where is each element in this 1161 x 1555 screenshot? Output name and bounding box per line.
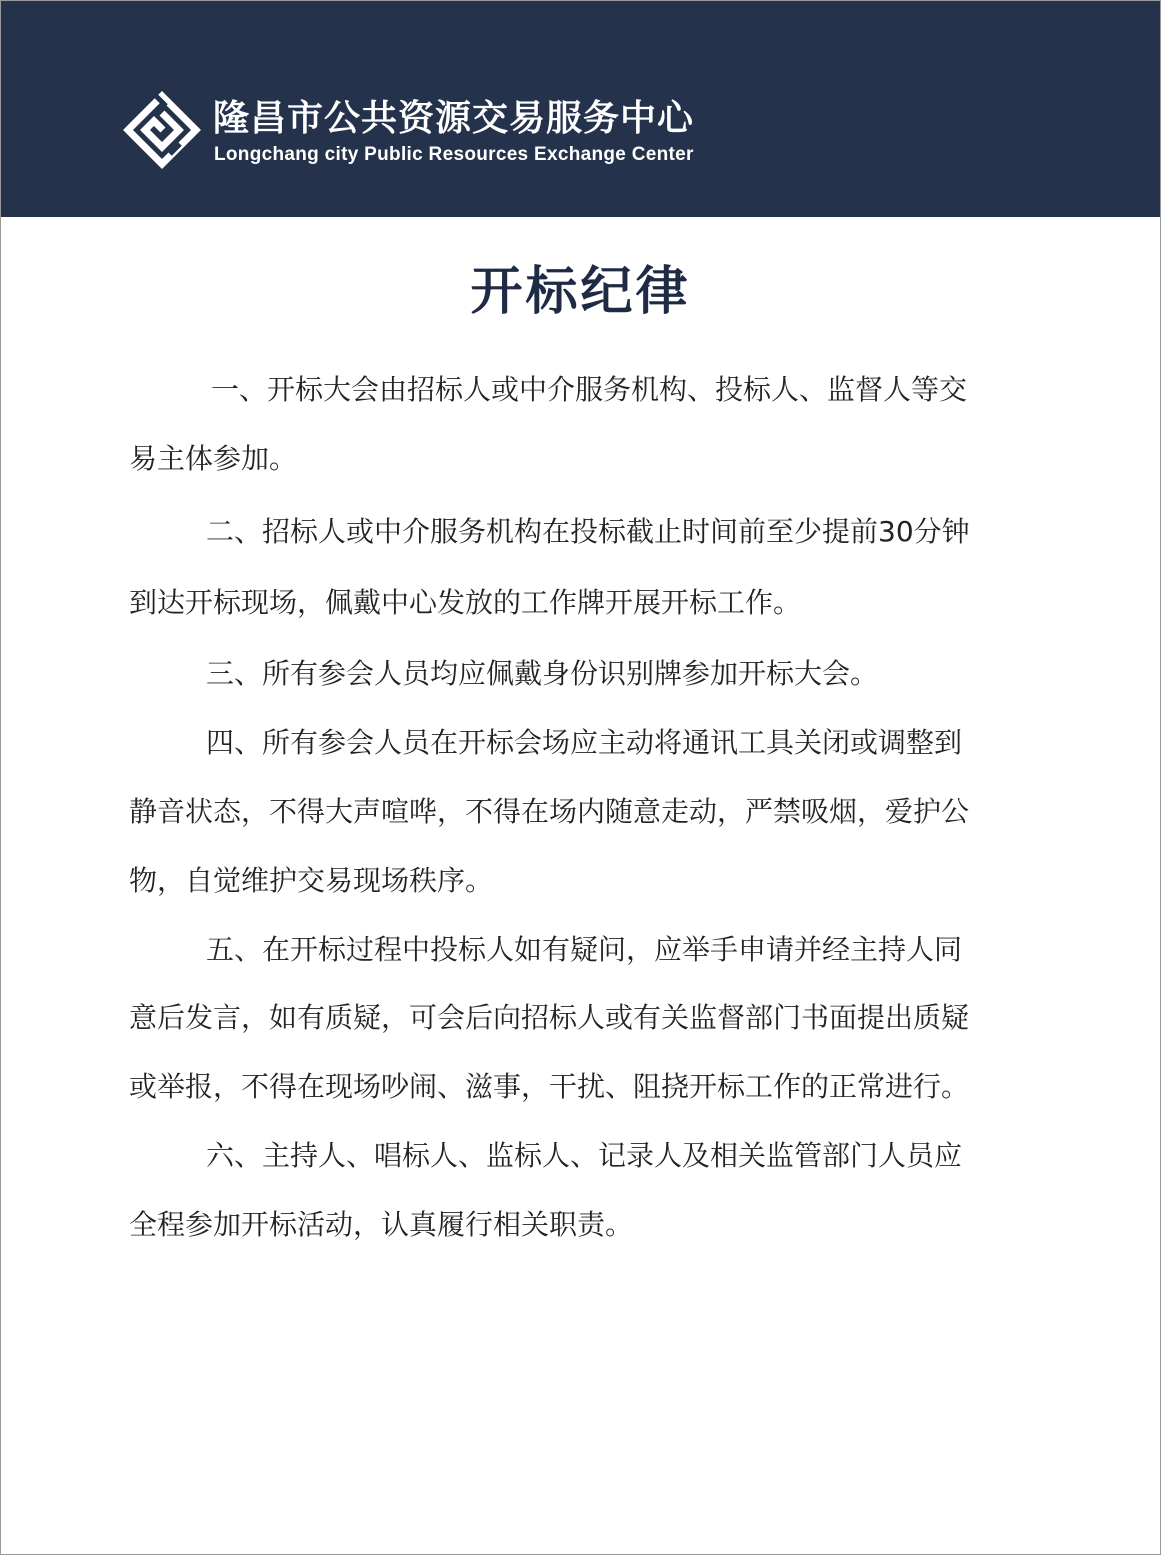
- rule-5-line-3: 或举报，不得在现场吵闹、滋事，干扰、阻挠开标工作的正常进行。: [129, 1070, 970, 1103]
- rule-2-line-2: 到达开标现场，佩戴中心发放的工作牌开展开标工作。: [129, 586, 802, 619]
- document-title: 开标纪律: [470, 262, 691, 322]
- rule-5-line-1: 五、在开标过程中投标人如有疑问，应举手申请并经主持人同: [206, 933, 963, 966]
- rule-6-line-2: 全程参加开标活动，认真履行相关职责。: [129, 1208, 634, 1241]
- header-banner: [1, 1, 1160, 217]
- rule-6-line-1: 六、主持人、唱标人、监标人、记录人及相关监管部门人员应: [206, 1139, 963, 1172]
- rule-2-line-1: 二、招标人或中介服务机构在投标截止时间前至少提前30分钟: [206, 515, 970, 548]
- org-name-cn: 隆昌市公共资源交易服务中心: [213, 98, 695, 139]
- rule-3-line-1: 三、所有参会人员均应佩戴身份识别牌参加开标大会。: [206, 657, 879, 690]
- rule-4-line-1: 四、所有参会人员在开标会场应主动将通讯工具关闭或调整到: [206, 726, 963, 759]
- org-name-en: Longchang city Public Resources Exchange Center: [214, 144, 694, 165]
- rule-5-line-2: 意后发言，如有质疑，可会后向招标人或有关监督部门书面提出质疑: [129, 1001, 970, 1034]
- rule-4-line-2: 静音状态，不得大声喧哗，不得在场内随意走动，严禁吸烟，爱护公: [129, 795, 970, 828]
- rule-1-line-1: 一、开标大会由招标人或中介服务机构、投标人、监督人等交: [211, 373, 968, 406]
- diamond-logo-icon: [123, 91, 201, 169]
- rule-1-line-2: 易主体参加。: [129, 442, 298, 475]
- rule-4-line-3: 物，自觉维护交易现场秩序。: [129, 864, 494, 897]
